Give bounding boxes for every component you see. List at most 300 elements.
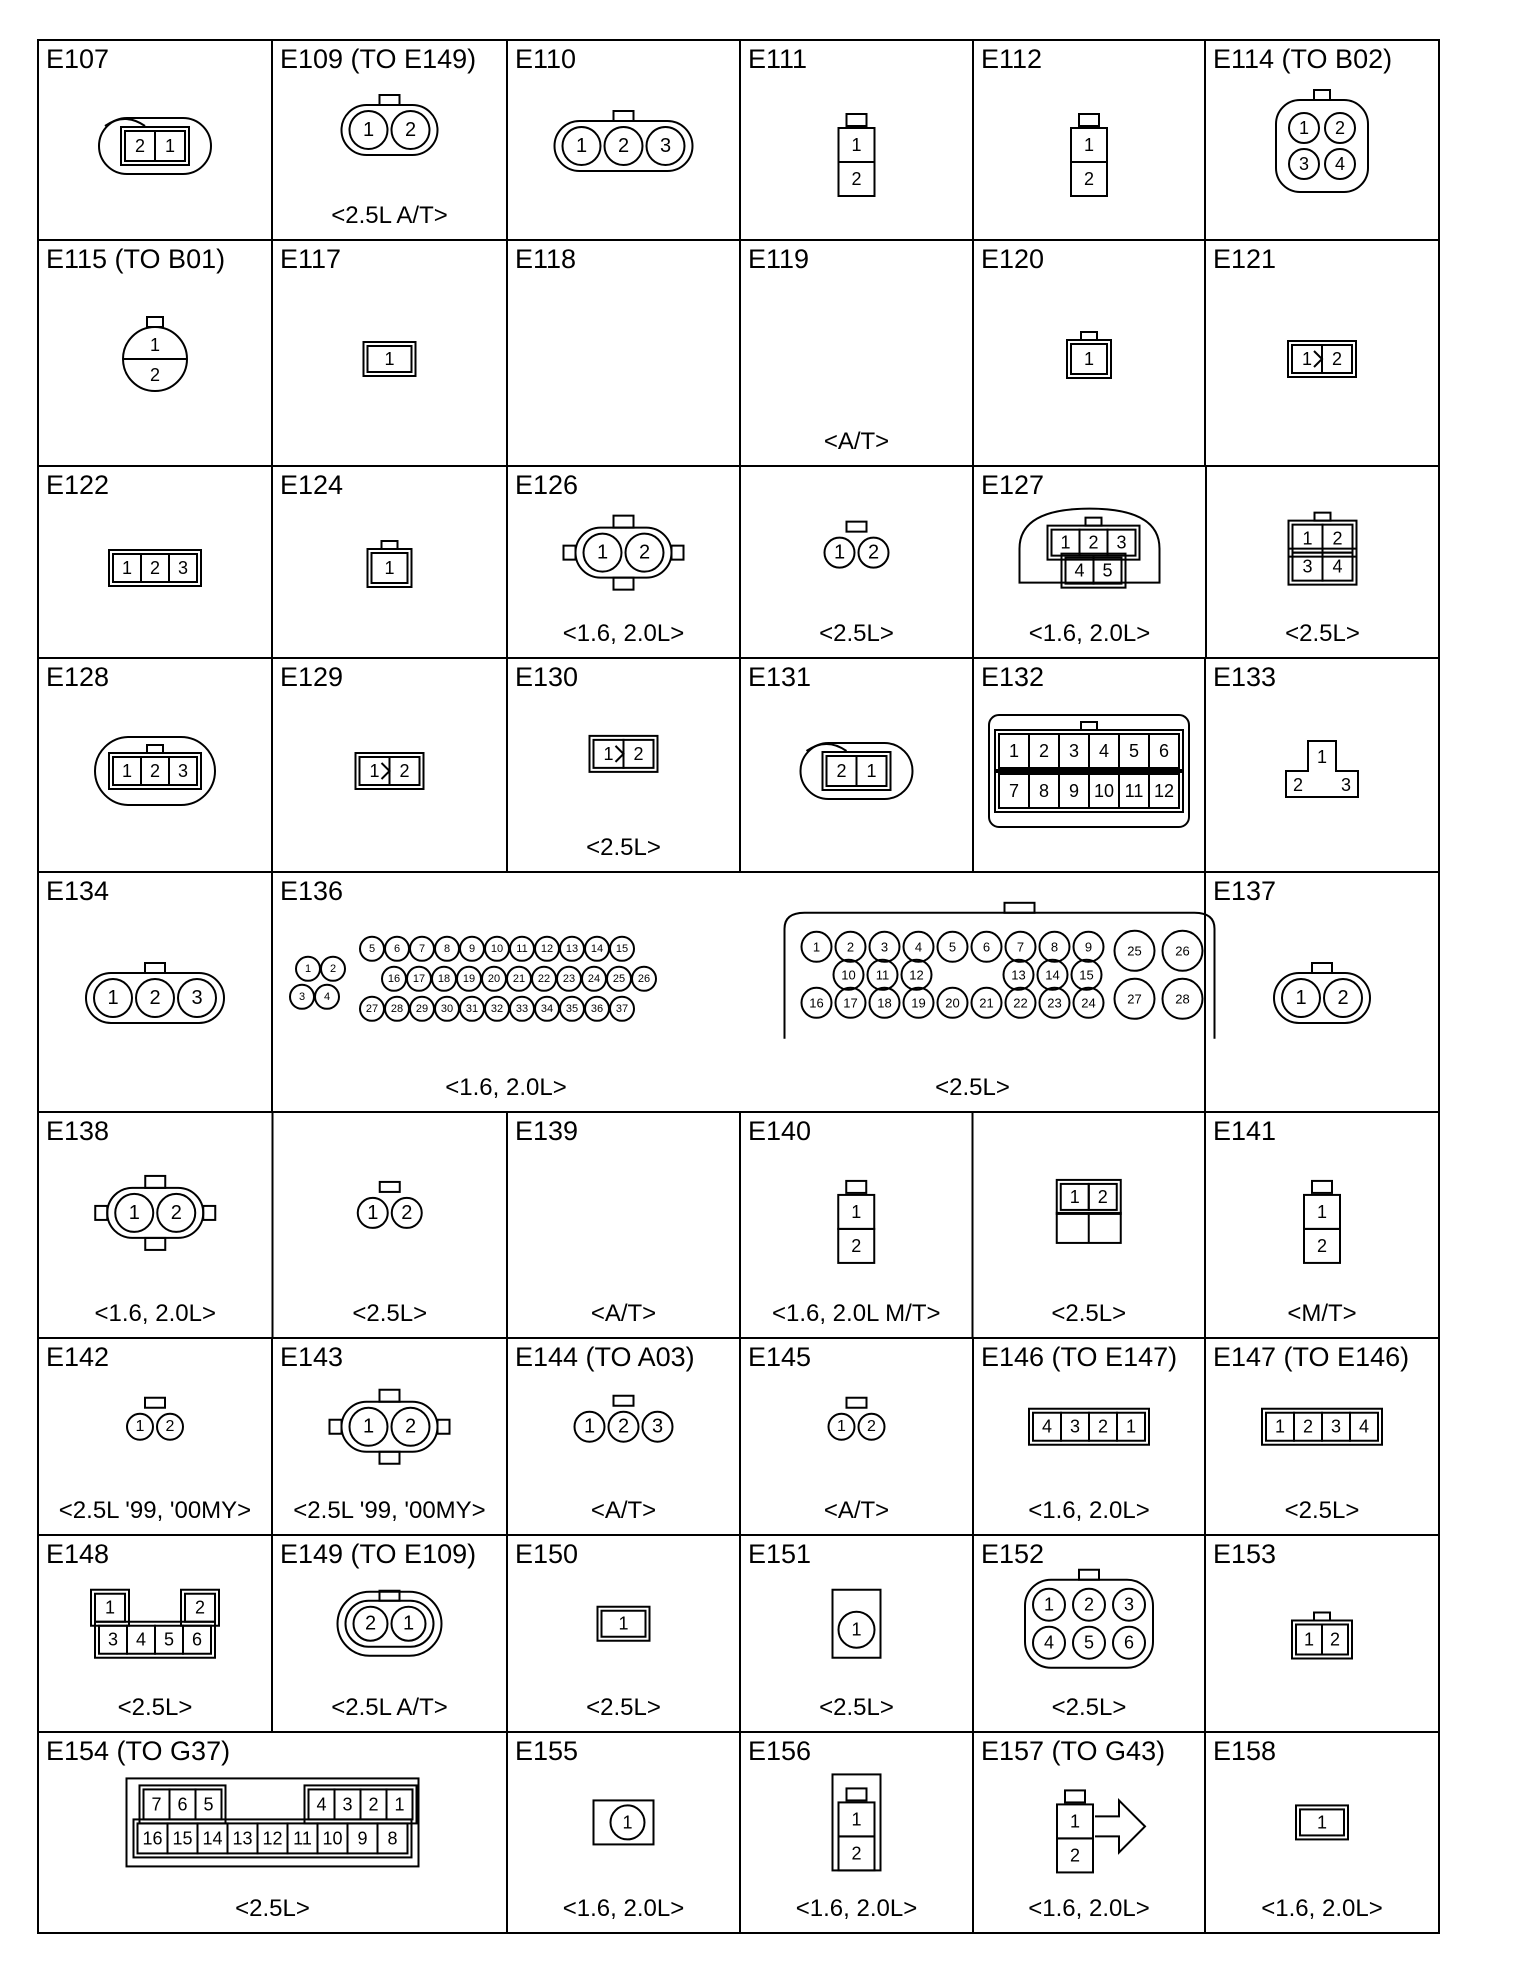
connector-cell xyxy=(1205,872,1439,1112)
pin-number: 2 xyxy=(1069,1845,1081,1866)
pin-number: 6 xyxy=(1123,1632,1135,1653)
pin-number: 1 xyxy=(603,743,614,764)
pin-number: 2 xyxy=(1316,1235,1328,1256)
connector-label: E146 (TO E147) xyxy=(981,1342,1178,1372)
pin-number: 9 xyxy=(1084,939,1093,955)
pin-number: 20 xyxy=(487,972,501,985)
pin-number: 1 xyxy=(149,335,161,355)
pin-number: 1 xyxy=(618,1613,629,1634)
connector-label: E134 xyxy=(46,876,110,906)
pin-number: 1 xyxy=(121,558,133,578)
pin-number: 4 xyxy=(1041,1416,1053,1437)
pin-number: 2 xyxy=(1038,741,1050,761)
pin-number: 2 xyxy=(194,1597,206,1618)
pin-number: 14 xyxy=(202,1828,223,1849)
variant-note: <1.6, 2.0L> xyxy=(795,1895,918,1922)
pin-number: 4 xyxy=(1334,154,1346,174)
connector-cell xyxy=(38,1338,272,1535)
pin-number: 1 xyxy=(394,1794,405,1815)
connector-cell xyxy=(507,658,740,872)
connector-label: E107 xyxy=(46,44,110,74)
pin-number: 27 xyxy=(1127,991,1142,1007)
pin-number: 30 xyxy=(440,1002,454,1015)
pin-number: 8 xyxy=(1050,939,1059,955)
pin-number: 26 xyxy=(637,972,651,985)
connector-cell xyxy=(38,658,272,872)
pin-number: 15 xyxy=(615,942,629,955)
variant-note: <1.6, 2.0L> xyxy=(1028,620,1151,647)
pin-number: 13 xyxy=(232,1828,253,1849)
pin-number: 2 xyxy=(1292,775,1304,795)
pin-number: 1 xyxy=(866,761,877,781)
pin-number: 2 xyxy=(633,743,644,764)
connector-label: E143 xyxy=(280,1342,344,1372)
pin-number: 12 xyxy=(1153,781,1175,801)
connector-cell xyxy=(507,40,740,240)
variant-note: <2.5L> xyxy=(819,1694,894,1721)
pin-number: 3 xyxy=(1123,1594,1135,1615)
pin-number: 2 xyxy=(401,1201,413,1224)
pin-number: 5 xyxy=(368,942,376,955)
connector-cell xyxy=(1205,1535,1439,1732)
connector-cell xyxy=(272,1338,507,1535)
pin-number: 5 xyxy=(1083,1632,1095,1653)
pin-number: 3 xyxy=(107,1629,119,1650)
pin-number: 2 xyxy=(867,1418,876,1436)
pin-number: 2 xyxy=(846,939,855,955)
connector-cell xyxy=(38,466,272,658)
pin-number: 19 xyxy=(462,972,476,985)
variant-note: <2.5L> xyxy=(1051,1694,1127,1721)
pin-number: 1 xyxy=(596,541,609,564)
connector-cell xyxy=(973,466,1439,658)
pin-number: 1 xyxy=(833,541,846,564)
connector-label: E120 xyxy=(981,244,1045,274)
pin-number: 15 xyxy=(172,1828,193,1849)
connector-cell xyxy=(272,872,1205,1112)
pin-number: 1 xyxy=(1069,1811,1081,1832)
pin-number: 23 xyxy=(562,972,576,985)
pin-number: 4 xyxy=(1098,741,1110,761)
connector-cell xyxy=(973,658,1205,872)
variant-note: <A/T> xyxy=(590,1300,657,1327)
pin-number: 3 xyxy=(1068,741,1080,761)
pin-number: 2 xyxy=(399,761,410,781)
pin-number: 29 xyxy=(415,1002,429,1015)
variant-note: <2.5L> xyxy=(586,1694,661,1721)
connector-label: E118 xyxy=(515,244,577,274)
connector-cell xyxy=(1205,1732,1439,1933)
connector-label: E136 xyxy=(280,876,344,906)
pin-number: 1 xyxy=(1083,349,1095,369)
pin-number: 10 xyxy=(841,967,856,983)
connector-label: E150 xyxy=(515,1539,579,1569)
connector-cell xyxy=(1205,1112,1439,1338)
connector-label: E114 (TO B02) xyxy=(1213,44,1393,74)
connector-cell xyxy=(507,1535,740,1732)
pin-number: 13 xyxy=(565,942,579,955)
pin-number: 1 xyxy=(1008,741,1020,761)
connector-label: E132 xyxy=(981,662,1045,692)
pin-number: 1 xyxy=(384,558,395,578)
pin-number: 4 xyxy=(914,939,923,955)
connector-label: E141 xyxy=(1213,1116,1277,1146)
variant-note: <1.6, 2.0L> xyxy=(1261,1895,1383,1922)
pin-number: 2 xyxy=(867,541,880,564)
connector-cell xyxy=(38,1112,507,1338)
variant-note: <2.5L '99, '00MY> xyxy=(293,1497,486,1524)
pin-number: 1 xyxy=(104,1597,116,1618)
connector-cell xyxy=(507,1338,740,1535)
connector-label: E133 xyxy=(1213,662,1277,692)
pin-number: 2 xyxy=(1097,1186,1108,1207)
pin-number: 11 xyxy=(516,942,528,955)
pin-number: 21 xyxy=(512,972,526,985)
pin-number: 1 xyxy=(107,987,119,1009)
pin-number: 2 xyxy=(851,1843,862,1864)
variant-note: <2.5L> xyxy=(819,620,894,647)
connector-label: E128 xyxy=(46,662,110,692)
pin-number: 3 xyxy=(191,987,203,1009)
pin-number: 2 xyxy=(368,1794,379,1815)
connector-cell xyxy=(507,1732,740,1933)
pin-number: 17 xyxy=(843,995,858,1011)
pin-number: 2 xyxy=(617,1415,630,1438)
pin-number: 3 xyxy=(1340,775,1352,795)
connector-cell xyxy=(740,40,973,240)
pin-number: 3 xyxy=(177,558,189,578)
pin-number: 7 xyxy=(418,942,426,955)
pin-number: 22 xyxy=(1013,995,1028,1011)
connector-cell xyxy=(272,40,507,240)
connector-label: E129 xyxy=(280,662,344,692)
pin-number: 5 xyxy=(1128,741,1140,761)
pin-number: 2 xyxy=(329,962,337,975)
pin-number: 2 xyxy=(1097,1416,1109,1437)
pin-number: 1 xyxy=(362,1415,375,1438)
pin-number: 2 xyxy=(149,558,161,578)
variant-note: <2.5L> xyxy=(235,1895,310,1922)
connector-cell xyxy=(1205,40,1439,240)
connector-cell xyxy=(973,40,1205,240)
pin-number: 18 xyxy=(877,995,892,1011)
connector-cell xyxy=(1205,240,1439,466)
pin-number: 5 xyxy=(1102,560,1113,581)
connector-label: E124 xyxy=(280,470,344,500)
pin-number: 2 xyxy=(149,987,161,1009)
pin-number: 1 xyxy=(837,1418,846,1436)
variant-note: <A/T> xyxy=(823,1497,890,1524)
pin-number: 1 xyxy=(135,1418,145,1436)
connector-label: E157 (TO G43) xyxy=(981,1736,1166,1766)
connector-label: E139 xyxy=(515,1116,579,1146)
variant-note: <2.5L> xyxy=(586,834,661,861)
pin-number: 2 xyxy=(1083,169,1095,189)
pin-number: 25 xyxy=(612,972,626,985)
pin-number: 10 xyxy=(1093,781,1115,801)
variant-note: <1.6, 2.0L> xyxy=(94,1300,216,1327)
pin-number: 2 xyxy=(836,761,847,781)
connector-label: E144 (TO A03) xyxy=(515,1342,695,1372)
connector-label: E156 xyxy=(748,1736,812,1766)
connector-label: E126 xyxy=(515,470,579,500)
pin-number: 11 xyxy=(875,967,890,983)
pin-number: 2 xyxy=(404,119,417,141)
variant-note: <A/T> xyxy=(823,428,890,455)
variant-note: <2.5L> xyxy=(1284,1497,1360,1524)
pin-number: 4 xyxy=(1074,560,1085,581)
pin-number: 3 xyxy=(177,761,189,781)
connector-label: E122 xyxy=(46,470,110,500)
connector-label: E121 xyxy=(1213,244,1277,274)
pin-number: 24 xyxy=(587,972,601,985)
pin-number: 2 xyxy=(1337,987,1349,1009)
pin-number: 1 xyxy=(851,1809,862,1830)
pin-number: 3 xyxy=(880,939,889,955)
pin-number: 10 xyxy=(490,942,504,955)
connector-label: E140 xyxy=(748,1116,812,1146)
pin-number: 1 xyxy=(1060,532,1071,553)
connector-label: E110 xyxy=(515,44,577,74)
pin-number: 6 xyxy=(1158,741,1170,761)
pin-number: 2 xyxy=(149,761,161,781)
pin-number: 1 xyxy=(1298,118,1310,138)
connector-label: E117 xyxy=(280,244,342,274)
pin-number: 16 xyxy=(809,995,824,1011)
pin-number: 7 xyxy=(1008,781,1020,801)
pin-number: 1 xyxy=(384,349,395,369)
pin-number: 16 xyxy=(387,972,401,985)
connector-label: E145 xyxy=(748,1342,812,1372)
pin-number: 36 xyxy=(590,1002,604,1015)
connector-cell xyxy=(272,658,507,872)
pin-number: 8 xyxy=(443,942,451,955)
variant-note: <2.5L '99, '00MY> xyxy=(58,1497,252,1524)
pin-number: 3 xyxy=(659,135,672,157)
pin-number: 1 xyxy=(1295,987,1307,1009)
connector-label: E153 xyxy=(1213,1539,1277,1569)
pin-number: 3 xyxy=(298,990,306,1003)
variant-note: <2.5L> xyxy=(935,1074,1010,1101)
pin-number: 1 xyxy=(812,939,821,955)
connector-cell xyxy=(272,1535,507,1732)
variant-note: <1.6, 2.0L> xyxy=(562,620,685,647)
connector-label: E115 (TO B01) xyxy=(46,244,226,274)
variant-note: <2.5L A/T> xyxy=(331,202,448,229)
variant-note: <1.6, 2.0L> xyxy=(445,1074,567,1101)
pin-number: 22 xyxy=(537,972,551,985)
pin-number: 1 xyxy=(1301,349,1313,369)
pin-number: 2 xyxy=(1302,1416,1314,1437)
pin-number: 1 xyxy=(164,136,176,156)
pin-number: 1 xyxy=(1069,1186,1080,1207)
pin-number: 25 xyxy=(1127,943,1142,959)
connector-cell xyxy=(740,1338,973,1535)
pin-number: 14 xyxy=(1045,967,1060,983)
pin-number: 12 xyxy=(540,942,554,955)
pin-number: 33 xyxy=(515,1002,529,1015)
pin-number: 2 xyxy=(165,1418,175,1436)
pin-number: 4 xyxy=(135,1629,147,1650)
pin-number: 7 xyxy=(151,1794,162,1815)
pin-number: 18 xyxy=(437,972,451,985)
connector-label: E142 xyxy=(46,1342,110,1372)
pin-number: 16 xyxy=(142,1828,163,1849)
pin-number: 21 xyxy=(979,995,994,1011)
connector-cell xyxy=(973,240,1205,466)
pin-number: 1 xyxy=(362,119,375,141)
connector-cell xyxy=(272,466,507,658)
pin-number: 5 xyxy=(163,1629,175,1650)
pin-number: 2 xyxy=(1331,349,1343,369)
pin-number: 3 xyxy=(1330,1416,1342,1437)
connector-cell xyxy=(38,1535,272,1732)
pin-number: 23 xyxy=(1047,995,1062,1011)
pin-number: 11 xyxy=(293,1828,312,1849)
variant-note: <2.5L> xyxy=(117,1694,193,1721)
pin-number: 2 xyxy=(851,1235,862,1256)
pin-number: 2 xyxy=(134,136,146,156)
pin-number: 14 xyxy=(590,942,604,955)
pin-number: 1 xyxy=(1303,1629,1315,1650)
connector-label: E151 xyxy=(748,1539,812,1569)
connector-cell xyxy=(740,240,973,466)
pin-number: 10 xyxy=(322,1828,343,1849)
connector-cell xyxy=(38,40,272,240)
connector-cell xyxy=(740,1112,1205,1338)
connector-label: E154 (TO G37) xyxy=(46,1736,231,1766)
pin-number: 28 xyxy=(390,1002,404,1015)
pin-number: 1 xyxy=(622,1812,633,1833)
connector-cell xyxy=(740,1732,973,1933)
pin-number: 1 xyxy=(369,761,380,781)
connector-label: E111 xyxy=(748,44,808,74)
pin-number: 35 xyxy=(565,1002,579,1015)
pin-number: 4 xyxy=(1332,556,1343,577)
connector-cell xyxy=(740,1535,973,1732)
pin-number: 15 xyxy=(1079,967,1094,983)
connector-label: E138 xyxy=(46,1116,110,1146)
pin-number: 9 xyxy=(468,942,476,955)
connector-cell xyxy=(272,240,507,466)
pin-number: 34 xyxy=(540,1002,554,1015)
pin-number: 1 xyxy=(1316,1201,1328,1222)
connector-cell xyxy=(1205,1338,1439,1535)
pin-number: 1 xyxy=(304,962,312,975)
connector-label: E130 xyxy=(515,662,579,692)
pin-number: 1 xyxy=(575,135,588,157)
connector-cell xyxy=(38,240,272,466)
connector-label: E109 (TO E149) xyxy=(280,44,477,74)
pin-number: 2 xyxy=(1088,532,1099,553)
pin-number: 1 xyxy=(1125,1416,1137,1437)
pin-number: 19 xyxy=(911,995,926,1011)
variant-note: <1.6, 2.0L> xyxy=(1028,1895,1150,1922)
variant-note: <1.6, 2.0L M/T> xyxy=(771,1300,941,1327)
pin-number: 1 xyxy=(851,1201,862,1222)
pin-number: 17 xyxy=(412,972,426,985)
pin-number: 4 xyxy=(323,990,331,1003)
variant-note: <A/T> xyxy=(590,1497,657,1524)
pin-number: 1 xyxy=(1274,1416,1286,1437)
pin-number: 1 xyxy=(1043,1594,1055,1615)
pin-number: 1 xyxy=(402,1612,415,1635)
pin-number: 11 xyxy=(1124,781,1144,801)
connector-cell xyxy=(973,1732,1205,1933)
variant-note: <2.5L A/T> xyxy=(331,1694,448,1721)
connector-label: E137 xyxy=(1213,876,1277,906)
pin-number: 3 xyxy=(1069,1416,1081,1437)
pin-number: 9 xyxy=(1068,781,1080,801)
pin-number: 2 xyxy=(364,1612,377,1635)
pin-number: 8 xyxy=(387,1828,398,1849)
pin-number: 12 xyxy=(262,1828,283,1849)
pin-number: 26 xyxy=(1175,943,1190,959)
connector-label: E127 xyxy=(981,470,1045,500)
pin-number: 12 xyxy=(909,967,924,983)
pin-number: 3 xyxy=(1302,556,1313,577)
pin-number: 13 xyxy=(1011,967,1026,983)
connector-label: E119 xyxy=(748,244,810,274)
pin-number: 3 xyxy=(1298,154,1310,174)
pin-number: 2 xyxy=(149,365,161,385)
pin-number: 9 xyxy=(357,1828,368,1849)
pin-number: 37 xyxy=(615,1002,629,1015)
connector-cell xyxy=(507,240,740,466)
pin-number: 24 xyxy=(1081,995,1096,1011)
pin-number: 6 xyxy=(393,942,401,955)
pin-number: 1 xyxy=(1316,1812,1328,1833)
pin-number: 6 xyxy=(191,1629,203,1650)
variant-note: <M/T> xyxy=(1287,1300,1357,1327)
pin-number: 5 xyxy=(203,1794,214,1815)
pin-number: 8 xyxy=(1038,781,1050,801)
pin-number: 20 xyxy=(945,995,960,1011)
pin-number: 5 xyxy=(948,939,957,955)
pin-number: 2 xyxy=(1329,1629,1341,1650)
connector-label: E158 xyxy=(1213,1736,1277,1766)
pin-number: 2 xyxy=(1334,118,1346,138)
pin-number: 2 xyxy=(851,169,862,189)
pin-number: 28 xyxy=(1175,991,1190,1007)
connector-label: E148 xyxy=(46,1539,110,1569)
pin-number: 1 xyxy=(1316,747,1328,767)
pin-number: 2 xyxy=(638,541,651,564)
pin-number: 1 xyxy=(121,761,133,781)
connector-label: E112 xyxy=(981,44,1043,74)
variant-note: <2.5L> xyxy=(1285,620,1360,647)
pin-number: 31 xyxy=(465,1002,479,1015)
connector-label: E155 xyxy=(515,1736,579,1766)
variant-note: <2.5L> xyxy=(1051,1300,1127,1327)
connector-cell xyxy=(507,466,973,658)
pin-number: 2 xyxy=(1332,528,1343,549)
connector-cell xyxy=(740,658,973,872)
pin-number: 4 xyxy=(316,1794,327,1815)
pin-number: 1 xyxy=(583,1415,596,1438)
pin-number: 1 xyxy=(851,1619,862,1640)
pin-number: 3 xyxy=(1116,532,1127,553)
pin-number: 3 xyxy=(651,1415,664,1438)
pin-number: 1 xyxy=(1302,528,1313,549)
connector-label: E149 (TO E109) xyxy=(280,1539,477,1569)
variant-note: <1.6, 2.0L> xyxy=(1028,1497,1150,1524)
pin-number: 1 xyxy=(1083,135,1095,155)
connector-cell xyxy=(38,1732,507,1933)
pin-number: 32 xyxy=(490,1002,504,1015)
pin-number: 27 xyxy=(365,1002,379,1015)
connector-cell xyxy=(1205,658,1439,872)
